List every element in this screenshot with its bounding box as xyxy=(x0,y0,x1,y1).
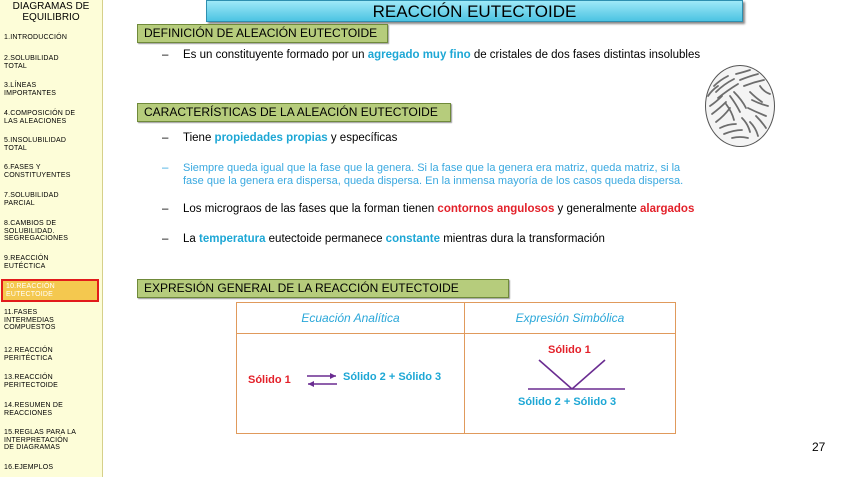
sidebar-item-fases-intermedias[interactable]: 11.FASES INTERMEDIAS COMPUESTOS xyxy=(4,309,56,332)
bullet-dash: – xyxy=(162,162,169,174)
sidebar-item-insolubilidad-total[interactable]: 5.INSOLUBILIDAD TOTAL xyxy=(4,137,67,152)
highlight-text: contornos angulosos xyxy=(437,203,555,215)
bullet-text-line2: fase que la genera era dispersa, queda dispersa. En la inmensa mayoría de los casos queda dispersa. xyxy=(183,175,684,187)
table-header-analitica: Ecuación Analítica xyxy=(301,311,400,325)
sidebar-item-reaccion-eutectica[interactable]: 9.REACCIÓN EUTÉCTICA xyxy=(4,255,49,270)
bullet-dash: – xyxy=(162,132,169,144)
slide-title: REACCIÓN EUTECTOIDE xyxy=(206,0,743,22)
bullet-text: eutectoide permanece xyxy=(265,233,386,245)
sidebar-title: DIAGRAMAS DE EQUILIBRIO xyxy=(12,1,90,23)
section-heading-expresion: EXPRESIÓN GENERAL DE LA REACCIÓN EUTECTOIDE xyxy=(137,279,509,298)
analytic-reactant: Sólido 1 xyxy=(248,374,291,386)
sidebar-item-ejemplos[interactable]: 16.EJEMPLOS xyxy=(4,464,54,471)
symbolic-products: Sólido 2 + Sólido 3 xyxy=(518,396,617,408)
table-header-simbolica: Expresión Simbólica xyxy=(515,311,625,325)
sidebar-item-fases-constituyentes[interactable]: 6.FASES Y CONSTITUYENTES xyxy=(4,164,71,179)
highlight-text: propiedades propias xyxy=(214,132,328,144)
page-number: 27 xyxy=(812,440,826,454)
sidebar-item-solubilidad-total[interactable]: 2.SOLUBILIDAD TOTAL xyxy=(4,55,59,70)
bullet-text: y específicas xyxy=(327,132,398,144)
bullet-dash: – xyxy=(162,203,169,215)
highlight-text: alargados xyxy=(640,203,695,215)
navigation-sidebar xyxy=(0,0,103,477)
highlight-text: agregado muy fino xyxy=(367,49,471,61)
bullet-text: mientras dura la transformación xyxy=(440,233,605,245)
sidebar-item-reglas-interpretacion[interactable]: 15.REGLAS PARA LA INTERPRETACIÓN DE DIAGRAMAS xyxy=(4,429,77,452)
bullet-text-line1: Siempre queda igual que la fase que la genera. Si la fase que la genera era matriz, queda matriz, si la xyxy=(183,162,681,174)
bullet-dash: – xyxy=(162,49,169,61)
symbolic-reactant: Sólido 1 xyxy=(548,344,591,356)
eutectoid-v-symbol xyxy=(527,356,627,392)
highlight-text: temperatura xyxy=(199,233,266,245)
eutectoid-microstructure-image xyxy=(705,65,775,147)
section-heading-caracteristicas: CARACTERÍSTICAS DE LA ALEACIÓN EUTECTOIDE xyxy=(137,103,451,122)
sidebar-item-reaccion-peritectica[interactable]: 12.REACCIÓN PERITÉCTICA xyxy=(4,347,53,362)
sidebar-item-solubilidad-parcial[interactable]: 7.SOLUBILIDAD PARCIAL xyxy=(4,192,59,207)
section-heading-definicion: DEFINICIÓN DE ALEACIÓN EUTECTOIDE xyxy=(137,24,388,43)
bullet-dash: – xyxy=(162,233,169,245)
bullet-text: Tiene xyxy=(183,132,215,144)
equilibrium-arrows-icon xyxy=(305,371,339,389)
sidebar-item-introduccion[interactable]: 1.INTRODUCCIÓN xyxy=(4,34,68,41)
bullet-text: Los micrograos de las fases que la forman tienen xyxy=(183,203,438,215)
bullet-text: La xyxy=(183,233,199,245)
bullet-text: y generalmente xyxy=(554,203,641,215)
sidebar-item-resumen-reacciones[interactable]: 14.RESUMEN DE REACCIONES xyxy=(4,402,64,417)
sidebar-item-lineas-importantes[interactable]: 3.LÍNEAS IMPORTANTES xyxy=(4,82,57,97)
analytic-products: Sólido 2 + Sólido 3 xyxy=(343,371,442,383)
highlight-text: constante xyxy=(385,233,440,245)
bullet-text: de cristales de dos fases distintas insolubles xyxy=(470,49,701,61)
bullet-text: Es un constituyente formado por un xyxy=(183,49,368,61)
sidebar-item-reaccion-eutectoide[interactable]: 10.REACCIÓN EUTECTOIDE xyxy=(1,279,99,302)
sidebar-item-composicion[interactable]: 4.COMPOSICIÓN DE LAS ALEACIONES xyxy=(4,110,76,125)
sidebar-item-cambios-solubilidad[interactable]: 8.CAMBIOS DE SOLUBILIDAD. SEGREGACIONES xyxy=(4,220,69,243)
sidebar-item-reaccion-peritectoide[interactable]: 13.REACCIÓN PERITECTOIDE xyxy=(4,374,59,389)
reaction-table xyxy=(236,302,676,434)
